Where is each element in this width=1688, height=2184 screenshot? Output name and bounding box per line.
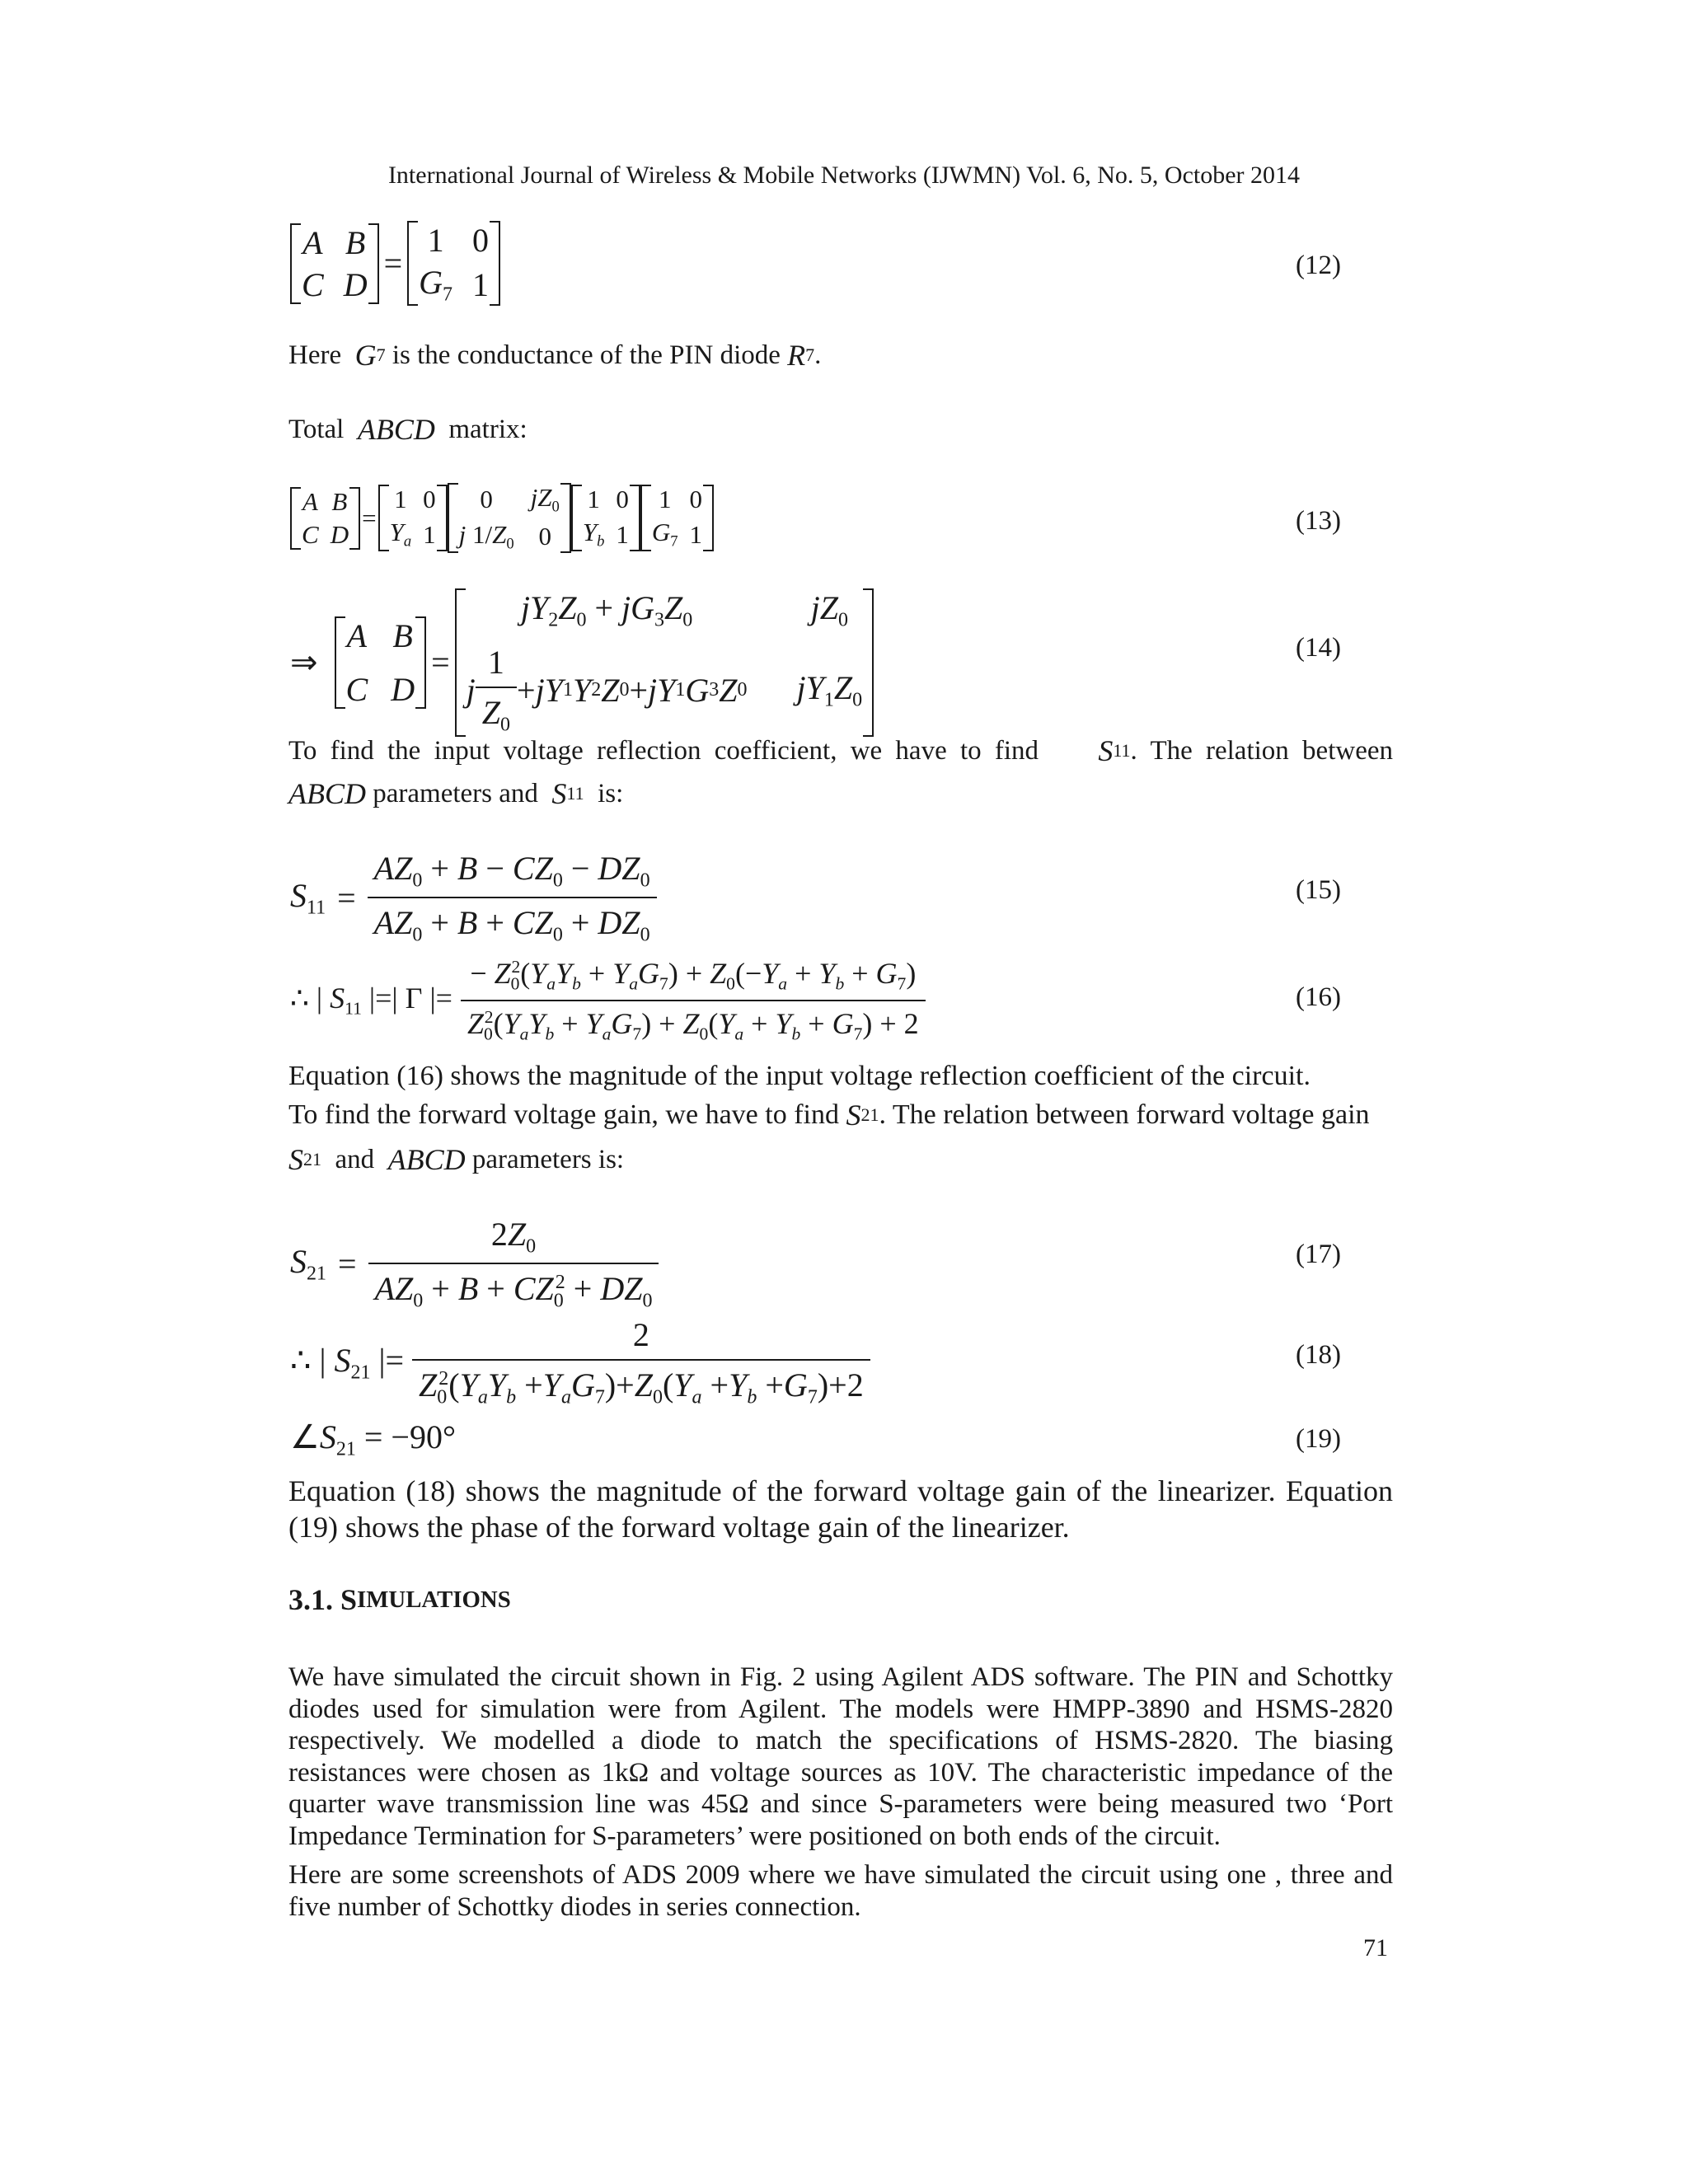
section-heading: 3.1. S IMULATIONS: [288, 1583, 511, 1616]
equation-17: $S_{21}$ = $\frac{2Z_0}{AZ_0 + B + CZ_0^2 + DZ_0}$: [290, 1215, 659, 1313]
equation-19-number: (19): [1296, 1424, 1341, 1454]
simulation-paragraph-1: We have simulated the circuit shown in Fig. 2 using Agilent ADS software. The PIN and Schottky diodes used for simulation were from Agilent. The models were HMPP-3890 and HSMS-2820 respectively. We modelled a diode to match the specifications of HSMS-2820. The biasing resistances were chosen as 1kΩ and voltage sources as 10V. The characteristic impedance of the quarter wave transmission line was 45Ω and since S-parameters were being measured two ‘Port Impedance Termination for S-parameters’ were positioned on both ends of the circuit.: [288, 1662, 1393, 1852]
equation-16-number: (16): [1296, 982, 1341, 1012]
equation-14: ⇒ A B C D = $jY_2Z_0 + jG_3Z_0$ $jZ_0$ j $\frac{1}{Z_0}$ + jY 1 Y 2 Z 0 + jY 1 G 3 Z 0 $jY_1Z_0$: [290, 588, 874, 737]
equation-17-number: (17): [1296, 1240, 1341, 1269]
equation-19: $\angle S_{21} = -90^\circ$: [290, 1418, 456, 1460]
find-s21-line2: S 21 and ABCD parameters is:: [288, 1143, 625, 1176]
eq16-description: Equation (16) shows the magnitude of the input voltage reflection coefficient of the circuit.: [288, 1061, 1311, 1091]
eq18-description: Equation (18) shows the magnitude of the forward voltage gain of the linearizer. Equation (19) shows the phase of the forward voltage gain of the linearizer.: [288, 1474, 1393, 1544]
equation-13-number: (13): [1296, 506, 1341, 536]
equation-12: A B C D = 1 0 $G_7$ 1: [290, 221, 500, 306]
page-number: 71: [1363, 1934, 1388, 1961]
journal-header: International Journal of Wireless & Mobile Networks (IJWMN) Vol. 6, No. 5, October 2014: [387, 162, 1301, 189]
equation-15: $S_{11}$ = $\frac{AZ_0 + B - CZ_0 - DZ_0}{AZ_0 + B + CZ_0 + DZ_0}$: [290, 849, 657, 947]
find-s21-line1: To find the forward voltage gain, we have to find S 21 . The relation between forward voltage gain: [288, 1099, 1370, 1132]
equation-18-number: (18): [1296, 1340, 1341, 1370]
here-g7-sentence: Here G 7 is the conductance of the PIN diode R 7 .: [288, 339, 822, 372]
equation-13: A B C D = 1 0 $Y_a$ 1 0 $jZ_0$ j $1/Z_0$ 0 1 0 $Y_b$ 1 1 0 $G_7$ 1: [290, 483, 714, 553]
total-abcd-label: Total ABCD matrix:: [288, 413, 528, 446]
equation-18: ∴ | $S_{21}$ |= $\frac{2}{Z_0^2(Y_aY_b +Y_aG_7)+Z_0(Y_a +Y_b +G_7)+2}$: [290, 1315, 870, 1408]
find-s11-line1: To find the input voltage reflection coefficient, we have to find S 11 . The relation between: [288, 734, 1393, 767]
equation-14-number: (14): [1296, 633, 1341, 663]
equation-16: ∴ | $S_{11}$ |=| Γ |= $\frac{- Z_0^2(Y_aY_b + Y_aG_7) + Z_0(-Y_a + Y_b + G_7)}{Z_0^2(Y_aY_b + Y_aG_7) + Z_0(Y_a + Y_b + G_7) + 2}$: [290, 956, 926, 1044]
simulation-paragraph-2: Here are some screenshots of ADS 2009 where we have simulated the circuit using one , three and five number of Schottky diodes in series connection.: [288, 1860, 1393, 1922]
equation-12-number: (12): [1296, 251, 1341, 280]
find-s11-line2: ABCD parameters and S 11 is:: [288, 777, 624, 810]
equation-15-number: (15): [1296, 875, 1341, 905]
